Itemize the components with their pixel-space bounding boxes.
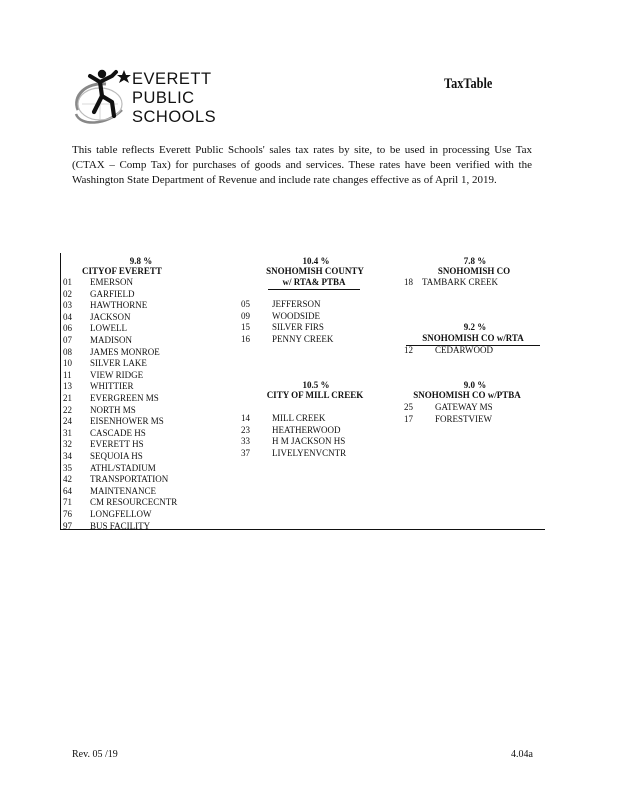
- form-code: 4.04a: [511, 749, 533, 760]
- site-name: HAWTHORNE: [90, 300, 148, 311]
- site-code: 33: [241, 436, 250, 447]
- site-code: 16: [241, 333, 250, 344]
- logo-line-3: SCHOOLS: [132, 108, 217, 126]
- site-name: EISENHOWER MS: [90, 416, 164, 427]
- site-name: TAMBARK CREEK: [422, 277, 499, 287]
- snohomish-co-ptba-group-name: SNOHOMISH CO w/PTBA: [413, 390, 521, 400]
- site-name: HEATHERWOOD: [272, 424, 341, 435]
- site-code: 08: [63, 346, 72, 357]
- globe-runner-star-icon: [72, 66, 134, 128]
- site-name: ATHL/STADIUM: [90, 462, 156, 473]
- site-code: 32: [63, 439, 72, 450]
- site-name: MADISON: [90, 335, 133, 345]
- site-code: 13: [63, 381, 72, 392]
- intro-paragraph: This table reflects Everett Public Schools' sales tax rates by site, to be used in processing Use Tax (CTAX – Comp Tax) for purchases of goods and services. These rates have been verified with the Washington State Department of Revenue and include rate changes effective as of April 1, 2019.: [72, 144, 532, 187]
- site-name: WOODSIDE: [272, 310, 320, 321]
- snohomish-co-ptba-rate: 9.0 %: [463, 380, 487, 390]
- mill-creek-group-name: CITY OF MILL CREEK: [266, 390, 364, 400]
- site-name: WHITTIER: [90, 381, 134, 392]
- site-code: 15: [241, 322, 250, 333]
- revision-date: Rev. 05 /19: [72, 749, 118, 760]
- site-name: GATEWAY MS: [435, 402, 493, 412]
- site-name: EMERSON: [90, 277, 134, 287]
- site-code: 42: [63, 474, 72, 485]
- snohomish-co-rta-rate: 9.2 %: [463, 322, 487, 332]
- site-name: JEFFERSON: [272, 299, 321, 309]
- site-name: LIVELYENVCNTR: [272, 447, 347, 458]
- site-code: 37: [241, 447, 250, 458]
- site-name: VIEW RIDGE: [90, 369, 144, 380]
- mill-creek-rate: 10.5 %: [302, 380, 330, 390]
- site-name: PENNY CREEK: [272, 333, 334, 344]
- site-name: CASCADE HS: [90, 427, 146, 438]
- site-name: TRANSPORTATION: [90, 474, 169, 485]
- site-code: 04: [63, 311, 72, 322]
- site-name: SILVER LAKE: [90, 358, 147, 369]
- site-name: CEDARWOOD: [435, 345, 493, 355]
- snohomish-co-rate: 7.8 %: [463, 256, 487, 266]
- site-code: 76: [63, 509, 72, 519]
- site-code: 12: [404, 345, 413, 355]
- site-name: FORESTVIEW: [435, 413, 492, 424]
- site-code: 24: [63, 416, 72, 427]
- page-title: TaxTable: [444, 76, 493, 92]
- logo-line-2: PUBLIC: [132, 89, 195, 107]
- snohomish-co-rta-group-name: SNOHOMISH CO w/RTA: [406, 333, 540, 346]
- site-code: 21: [63, 393, 72, 403]
- site-name: SEQUOIA HS: [90, 451, 143, 461]
- site-name: CM RESOURCECNTR: [90, 497, 178, 508]
- site-name: EVERGREEN MS: [90, 393, 159, 403]
- site-name: EVERETT HS: [90, 439, 144, 450]
- site-code: 34: [63, 451, 72, 461]
- site-code: 06: [63, 323, 72, 334]
- site-code: 25: [404, 402, 413, 412]
- site-code: 64: [63, 485, 72, 496]
- site-code: 10: [63, 358, 72, 369]
- snohomish-rta-rate: 10.4 %: [302, 256, 330, 266]
- site-code: 31: [63, 427, 72, 438]
- site-name: NORTH MS: [90, 404, 136, 415]
- site-name: MAINTENANCE: [90, 485, 156, 496]
- snohomish-rta-subtitle: w/ RTA& PTBA: [268, 277, 360, 290]
- site-code: 02: [63, 288, 72, 299]
- site-code: 01: [63, 277, 72, 287]
- logo: [72, 66, 232, 128]
- site-code: 71: [63, 497, 72, 508]
- everett-rate: 9.8 %: [129, 256, 153, 266]
- site-name: LOWELL: [90, 323, 127, 334]
- site-code: 05: [241, 299, 250, 309]
- logo-line-1: EVERETT: [132, 70, 212, 88]
- site-code: 23: [241, 424, 250, 435]
- site-code: 22: [63, 404, 72, 415]
- site-name: H M JACKSON HS: [272, 436, 346, 447]
- site-code: 03: [63, 300, 72, 311]
- site-name: MILL CREEK: [272, 413, 326, 423]
- snohomish-co-group-name: SNOHOMISH CO: [437, 266, 511, 276]
- site-code: 35: [63, 462, 72, 473]
- snohomish-rta-group-name: SNOHOMISH COUNTY: [266, 266, 364, 276]
- site-code: 14: [241, 413, 250, 423]
- site-code: 09: [241, 310, 250, 321]
- site-name: SILVER FIRS: [272, 322, 324, 333]
- site-name: JAMES MONROE: [90, 346, 160, 357]
- site-name: JACKSON: [90, 311, 131, 322]
- site-name: BUS FACILITY: [90, 520, 151, 531]
- everett-group-name: CITYOF EVERETT: [82, 266, 162, 276]
- site-code: 97: [63, 520, 72, 531]
- site-code: 11: [63, 369, 72, 380]
- site-code: 17: [404, 413, 413, 424]
- site-code: 18: [404, 277, 413, 287]
- site-name: GARFIELD: [90, 288, 135, 299]
- site-code: 07: [63, 335, 72, 345]
- site-name: LONGFELLOW: [90, 509, 152, 519]
